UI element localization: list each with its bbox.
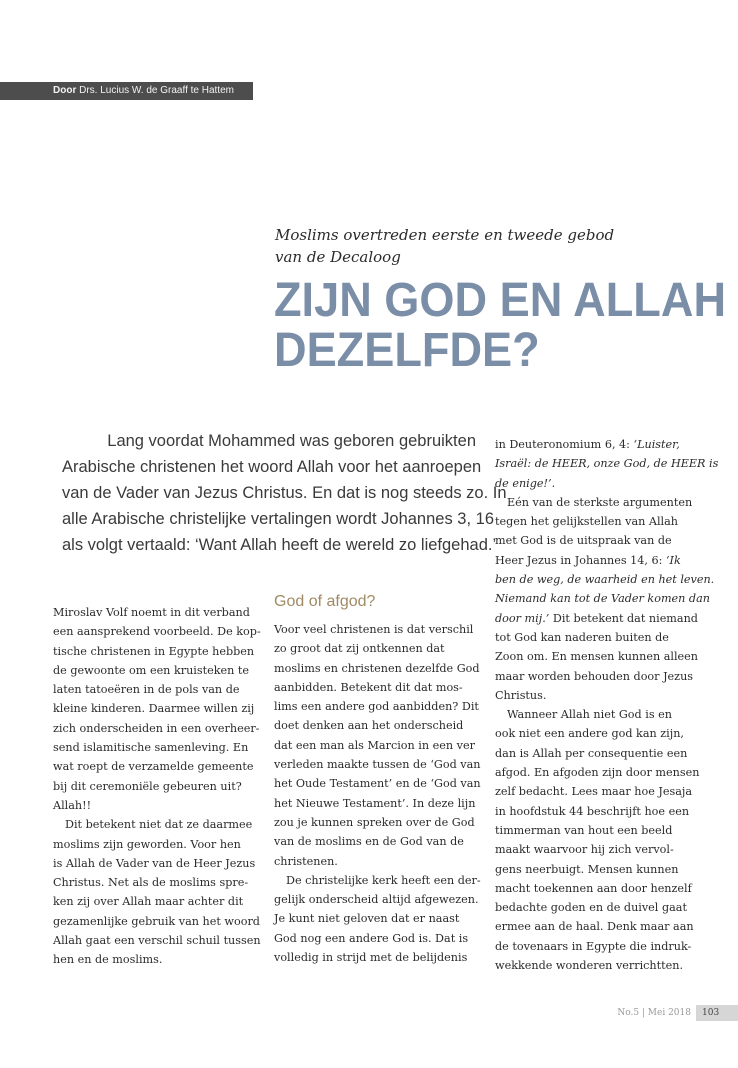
- text-run: in Deuteronomium 6, 4:: [495, 438, 634, 451]
- text-line: dan is Allah per consequentie een: [495, 746, 688, 760]
- text-line: laten tatoeëren in de pols van de: [53, 683, 240, 697]
- title-line: ZIJN GOD EN ALLAH: [274, 274, 727, 327]
- text-line: Christus. Net als de moslims spre-: [53, 876, 249, 890]
- text-line: gelijk onderscheid altijd afgewezen.: [274, 893, 479, 907]
- text-line: is Allah de Vader van de Heer Jezus: [53, 856, 256, 870]
- text-line: gezamenlijke gebruik van het woord: [53, 914, 260, 928]
- text-line: zo groot dat zij ontkennen dat: [274, 642, 445, 656]
- text-line: kleine kinderen. Daarmee willen zij: [53, 702, 255, 716]
- lead-line: Arabische christenen het woord Allah voor het aanroepen: [62, 458, 482, 476]
- text-run: Dit betekent dat niemand: [549, 611, 698, 625]
- text-line: Zoon om. En mensen kunnen alleen: [495, 650, 698, 664]
- text-line: volledig in strijd met de belijdenis: [274, 951, 468, 965]
- text-line: moslims en christenen dezelfde God: [274, 661, 480, 675]
- text-line: Allah gaat een verschil schuil tussen: [53, 934, 261, 948]
- text-line: zou je kunnen spreken over de God: [274, 815, 475, 829]
- text-line: [495, 551, 695, 570]
- lead-paragraph: [62, 428, 507, 558]
- title-line: DEZELFDE?: [274, 324, 540, 377]
- lead-line: Lang voordat Mohammed was geboren gebruikten: [107, 432, 476, 450]
- text-line: timmerman van hout een beeld: [495, 823, 673, 837]
- text-line: maakt waarvoor hij zich vervol-: [495, 843, 674, 857]
- text-line: wekkende wonderen verrichtten.: [495, 959, 684, 973]
- text-line: wat roept de verzamelde gemeente: [53, 760, 254, 774]
- text-line: moslims zijn geworden. Voor hen: [53, 837, 241, 851]
- lead-line: als volgt vertaald: ‘Want Allah heeft de wereld zo liefgehad.’: [62, 536, 497, 554]
- text-line: de gewoonte om een kruisteken te: [53, 663, 249, 677]
- text-run: .: [551, 476, 556, 490]
- paragraph: [274, 871, 481, 967]
- text-line: gens neerbuigt. Mensen kunnen: [495, 862, 679, 876]
- text-line: bedachte goden en de duivel gaat: [495, 901, 687, 915]
- text-line: een aansprekend voorbeeld. De kop-: [53, 625, 261, 639]
- text-line: Je kunt niet geloven dat er naast: [274, 912, 460, 926]
- text-line: Wanneer Allah niet God is en: [507, 708, 672, 722]
- text-line: bij dit ceremoniële gebeuren uit?: [53, 779, 242, 793]
- subtitle-line: Moslims overtreden eerste en tweede gebod: [275, 226, 615, 244]
- quote-text: de enige!’: [495, 476, 552, 490]
- issue-info: No.5 | Mei 2018: [617, 1008, 691, 1018]
- lead-line: alle Arabische christelijke vertalingen wordt Johannes 3, 16: [62, 510, 494, 528]
- body-column-3: [495, 435, 719, 975]
- quote-text: ‘Ik: [665, 553, 681, 567]
- text-line: de tovenaars in Egypte die indruk-: [495, 939, 692, 953]
- text-line: hen en de moslims.: [53, 953, 163, 967]
- text-line: van de moslims en de God van de: [274, 835, 464, 849]
- text-line: Miroslav Volf noemt in dit verband: [53, 606, 250, 619]
- paragraph: [495, 435, 719, 493]
- text-line: in hoofdstuk 44 beschrijft hoe een: [495, 804, 690, 818]
- text-run: Heer Jezus in Johannes 14, 6:: [495, 553, 666, 567]
- text-line: afgod. En afgoden zijn door mensen: [495, 766, 700, 780]
- text-line: doet denken aan het onderscheid: [274, 719, 464, 733]
- paragraph: [274, 620, 481, 871]
- text-line: aanbidden. Betekent dit dat mos-: [274, 680, 463, 694]
- page-footer: [617, 1005, 738, 1021]
- text-line: Allah!!: [53, 798, 92, 812]
- text-line: tische christenen in Egypte hebben: [53, 644, 255, 658]
- text-line: het Nieuwe Testament’. In deze lijn: [274, 796, 476, 810]
- body-column-2: [274, 620, 481, 967]
- text-line: God nog een andere God is. Dat is: [274, 931, 469, 945]
- subtitle-line: van de Decaloog: [275, 248, 401, 266]
- article-title: [274, 274, 727, 377]
- text-line: christenen.: [274, 854, 338, 868]
- author-bar: [0, 82, 253, 100]
- body-column-1: [53, 603, 261, 970]
- author-prefix: Door: [53, 85, 77, 96]
- text-line: send islamitische samenleving. En: [53, 741, 249, 755]
- text-line: Dit betekent niet dat ze daarmee: [65, 818, 253, 832]
- text-line: zich onderscheiden in een overheer-: [53, 721, 260, 735]
- quote-text: Niemand kan tot de Vader komen dan: [495, 592, 710, 606]
- text-line: met God is de uitspraak van de: [495, 534, 672, 548]
- paragraph: [495, 705, 700, 975]
- text-line: Voor veel christenen is dat verschil: [274, 623, 474, 636]
- paragraph: [53, 815, 261, 969]
- author-name: Drs. Lucius W. de Graaff te Hattem: [79, 85, 234, 96]
- text-line: De christelijke kerk heeft een der-: [286, 873, 481, 887]
- text-line: tot God kan naderen buiten de: [495, 630, 669, 644]
- quote-text: Israël: de HEER, onze God, de HEER is: [495, 457, 719, 471]
- quote-text: ben de weg, de waarheid en het leven.: [495, 573, 715, 587]
- article-subtitle: [275, 224, 695, 268]
- text-line: ook niet een andere god kan zijn,: [495, 727, 684, 741]
- quote-text: door mij.’: [495, 611, 550, 625]
- page-number: 103: [696, 1005, 738, 1021]
- paragraph: [495, 493, 715, 705]
- lead-line: van de Vader van Jezus Christus. En dat is nog steeds zo. In: [62, 484, 507, 502]
- text-line: dat een man als Marcion in een ver: [274, 738, 475, 752]
- quote-text: ‘Luister,: [633, 438, 680, 451]
- text-line: verleden maakte tussen de ‘God van: [274, 758, 481, 772]
- text-line: macht toekennen aan door henzelf: [495, 881, 692, 895]
- text-line: maar worden behouden door Jezus: [495, 669, 694, 683]
- section-heading: God of afgod?: [274, 593, 376, 610]
- text-line: ken zij over Allah maar achter dit: [53, 895, 244, 909]
- text-line: het Oude Testament’ en de ‘God van: [274, 777, 481, 791]
- text-line: Christus.: [495, 688, 547, 702]
- text-line: [495, 609, 698, 628]
- text-line: zelf bedacht. Lees maar hoe Jesaja: [495, 785, 693, 799]
- text-line: [495, 435, 695, 454]
- text-line: [495, 474, 695, 493]
- text-line: tegen het gelijkstellen van Allah: [495, 515, 678, 529]
- text-line: lims een andere god aanbidden? Dit: [274, 700, 479, 714]
- text-line: Eén van de sterkste argumenten: [507, 495, 693, 509]
- text-line: ermee aan de haal. Denk maar aan: [495, 920, 694, 934]
- paragraph: [53, 603, 261, 815]
